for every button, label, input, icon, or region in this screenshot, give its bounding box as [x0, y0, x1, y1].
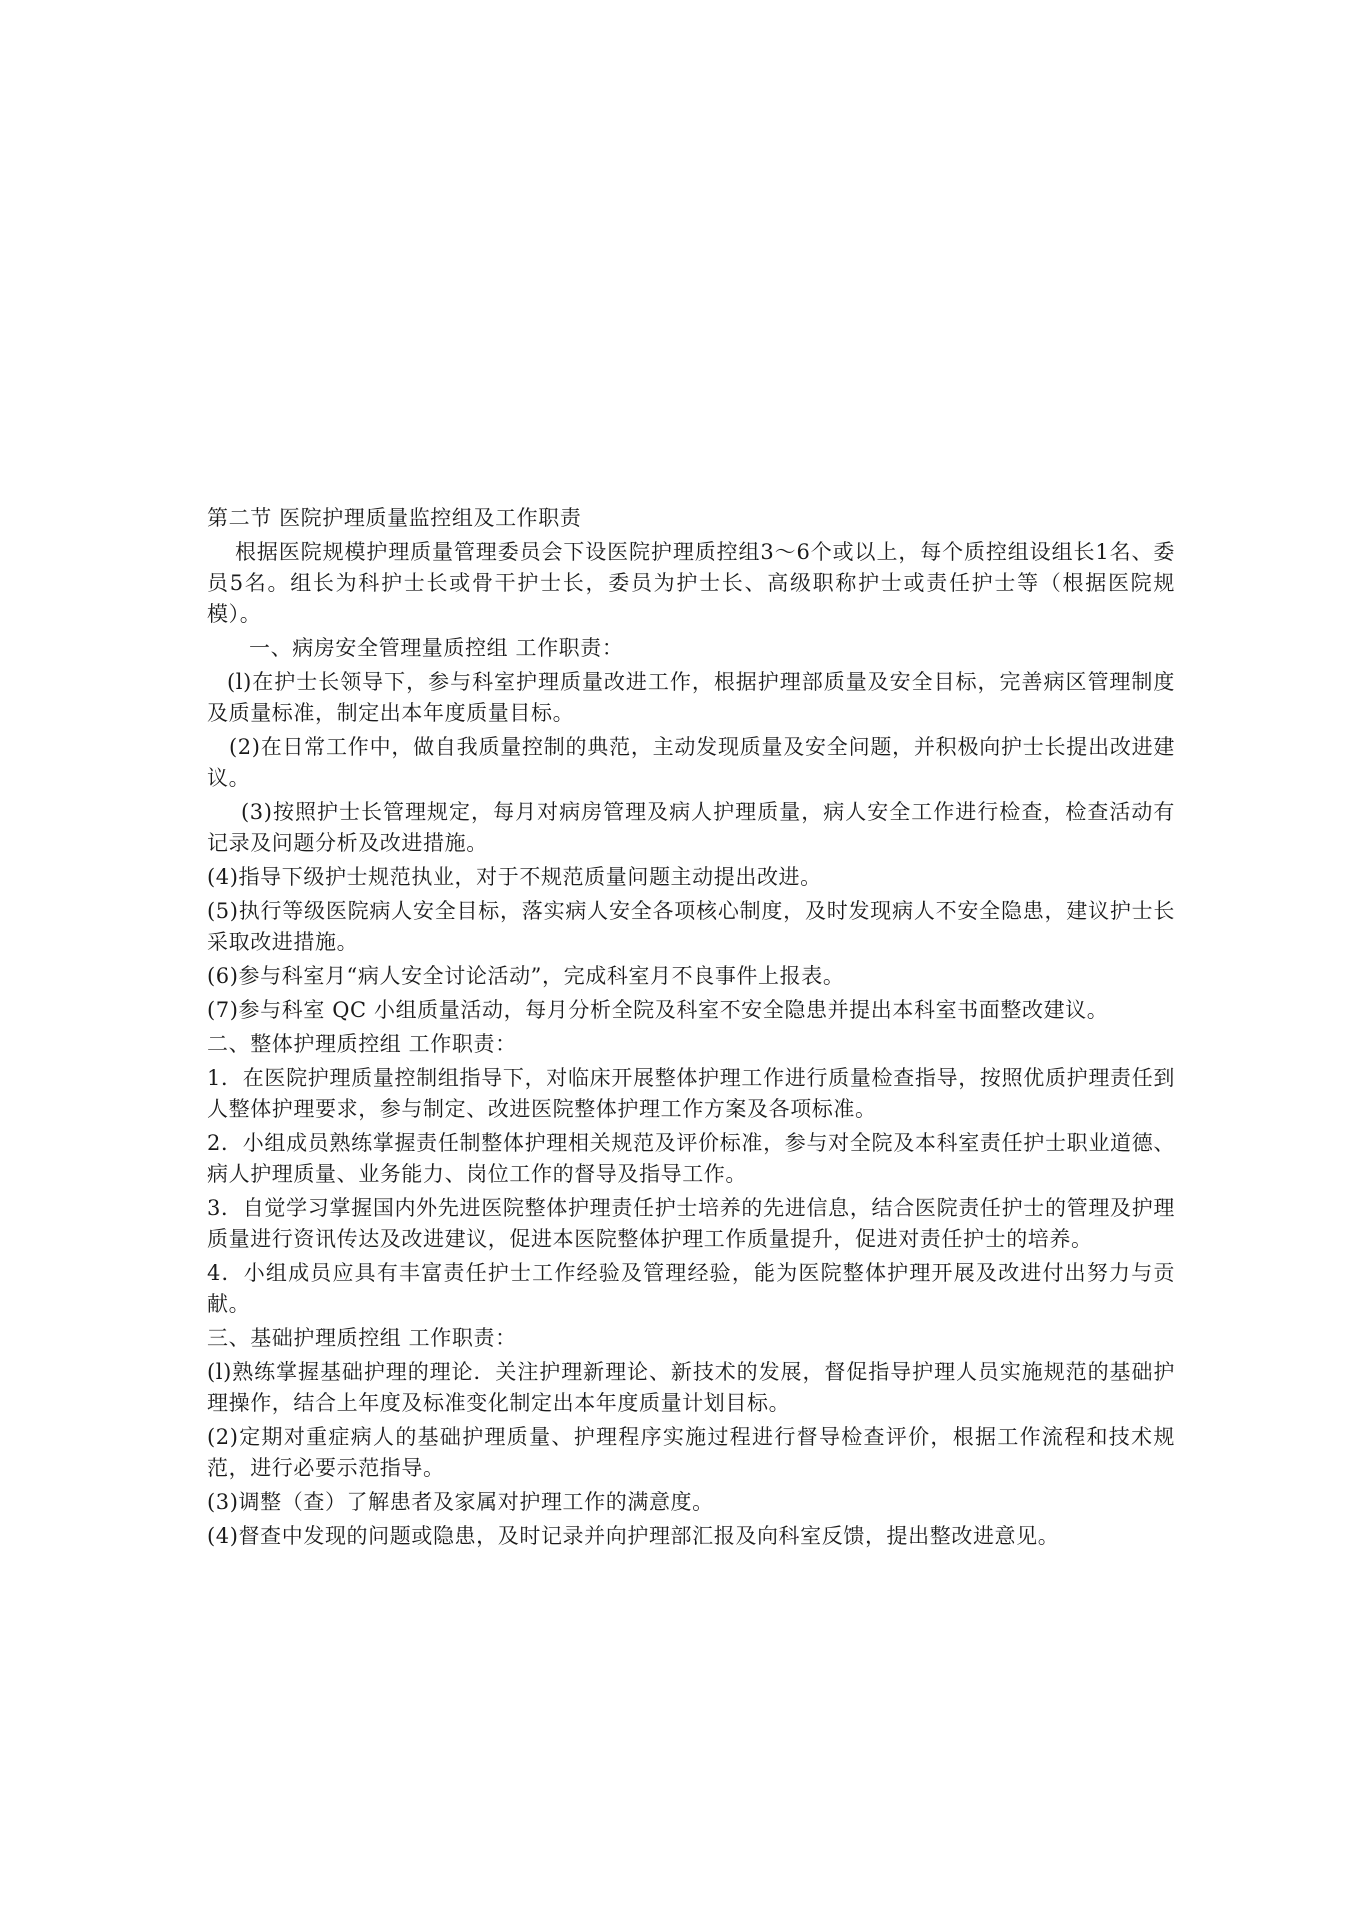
- section2-item-1: 1．在医院护理质量控制组指导下，对临床开展整体护理工作进行质量检查指导，按照优质护理责任到人整体护理要求，参与制定、改进医院整体护理工作方案及各项标准。: [207, 1066, 1175, 1121]
- section-title: 第二节 医院护理质量监控组及工作职责: [207, 506, 582, 530]
- section3-item-1: (l)熟练掌握基础护理的理论．关注护理新理论、新技术的发展，督促指导护理人员实施规范的基础护理操作，结合上年度及标准变化制定出本年度质量计划目标。: [207, 1360, 1175, 1415]
- section3-heading: 三、基础护理质控组 工作职责：: [207, 1326, 517, 1350]
- section3-item-2: (2)定期对重症病人的基础护理质量、护理程序实施过程进行督导检查评价，根据工作流程和技术规范，进行必要示范指导。: [207, 1425, 1175, 1480]
- section2-item-3: 3．自觉学习掌握国内外先进医院整体护理责任护士培养的先进信息，结合医院责任护士的管理及护理质量进行资讯传达及改进建议，促进本医院整体护理工作质量提升，促进对责任护士的培养。: [207, 1196, 1175, 1251]
- section1-item-4: (4)指导下级护士规范执业，对于不规范质量问题主动提出改进。: [207, 865, 822, 889]
- intro-paragraph: 根据医院规模护理质量管理委员会下设医院护理质控组3～6个或以上，每个质控组设组长1名、委员5名。组长为科护士长或骨干护士长，委员为护士长、高级职称护士或责任护士等（根据医院规模）。: [207, 540, 1175, 626]
- section2-heading: 二、整体护理质控组 工作职责：: [207, 1032, 517, 1056]
- section1-item-7: (7)参与科室 QC 小组质量活动，每月分析全院及科室不安全隐患并提出本科室书面整改建议。: [207, 998, 1109, 1022]
- section1-heading: 一、病房安全管理量质控组 工作职责：: [249, 636, 624, 660]
- section1-item-3: (3)按照护士长管理规定，每月对病房管理及病人护理质量，病人安全工作进行检查，检查活动有记录及问题分析及改进措施。: [207, 800, 1175, 855]
- section3-item-4: (4)督查中发现的问题或隐患，及时记录并向护理部汇报及向科室反馈，提出整改进意见。: [207, 1524, 1060, 1548]
- section1-item-5: (5)执行等级医院病人安全目标，落实病人安全各项核心制度，及时发现病人不安全隐患，建议护士长采取改进措施。: [207, 899, 1175, 954]
- section1-item-6: (6)参与科室月“病人安全讨论活动”，完成科室月不良事件上报表。: [207, 964, 845, 988]
- section2-item-2: 2．小组成员熟练掌握责任制整体护理相关规范及评价标准，参与对全院及本科室责任护士职业道德、病人护理质量、业务能力、岗位工作的督导及指导工作。: [207, 1131, 1175, 1186]
- section1-item-1: (l)在护士长领导下，参与科室护理质量改进工作，根据护理部质量及安全目标，完善病区管理制度及质量标准，制定出本年度质量目标。: [207, 670, 1175, 725]
- document-body: [207, 503, 1175, 1555]
- section2-item-4: 4．小组成员应具有丰富责任护士工作经验及管理经验，能为医院整体护理开展及改进付出努力与贡献。: [207, 1261, 1175, 1316]
- section3-item-3: (3)调整（查）了解患者及家属对护理工作的满意度。: [207, 1490, 714, 1514]
- section1-item-2: (2)在日常工作中，做自我质量控制的典范，主动发现质量及安全问题，并积极向护士长提出改进建议。: [207, 735, 1175, 790]
